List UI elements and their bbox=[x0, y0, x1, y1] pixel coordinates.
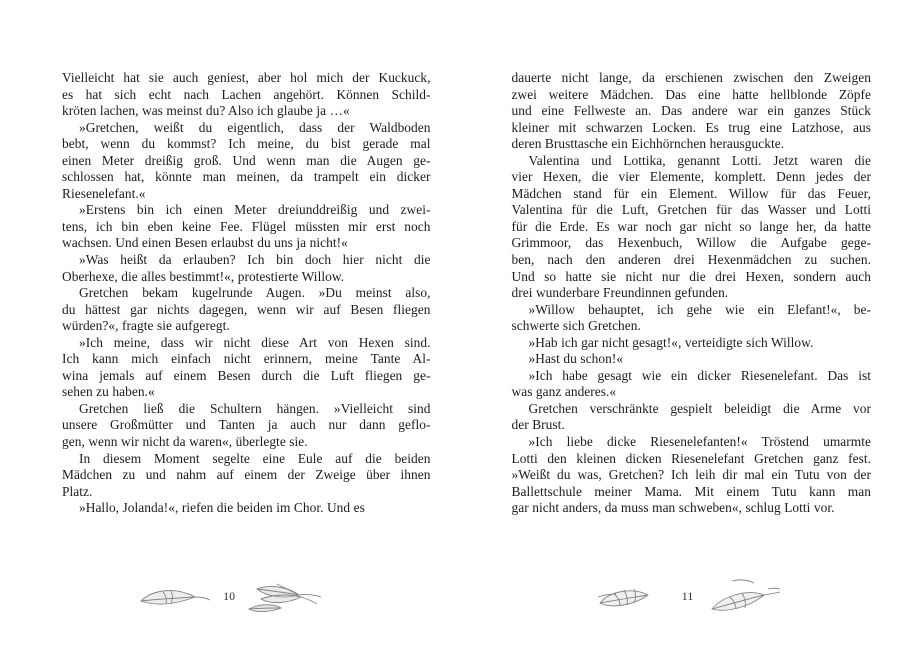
text-line: Mädchen stand für ein Element. Willow für das Feuer, bbox=[511, 185, 871, 201]
leaf-cluster-ornament-icon bbox=[247, 575, 325, 621]
page-number-right: 11 bbox=[681, 591, 694, 604]
text-line: sehen zu haben.« bbox=[62, 384, 155, 400]
paragraph bbox=[512, 153, 872, 302]
text-line: In diesem Moment segelte eine Eule auf die beiden bbox=[79, 450, 431, 466]
text-line: wina jemals auf einem Besen durch die Luft fliegen ge- bbox=[62, 367, 431, 383]
text-line: vier Hexen, die vier Elemente, komplett. Denn jedes der bbox=[511, 169, 871, 185]
leaf-ornament-icon bbox=[592, 575, 670, 621]
text-line: Mädchen zu und nahm auf einem der Zweige über ihnen bbox=[62, 467, 431, 483]
text-line: schwerte sich Gretchen. bbox=[511, 318, 641, 334]
page-number-left: 10 bbox=[223, 591, 236, 604]
text-line: und eine Fellweste an. Das andere war ein ganzes Stück bbox=[511, 103, 871, 119]
text-line: »Gretchen, weißt du eigentlich, dass der Waldboden bbox=[79, 119, 431, 135]
text-line: gen, wenn wir nicht da waren«, überlegte sie. bbox=[62, 434, 308, 450]
paragraph bbox=[62, 335, 431, 401]
paragraph bbox=[512, 368, 872, 401]
paragraph bbox=[512, 70, 872, 153]
text-line: Gretchen verschränkte gespielt beleidigt die Arme vor bbox=[528, 400, 871, 416]
text-block-left bbox=[62, 70, 431, 517]
text-line: »Ich meine, dass wir nicht diese Art von Hexen sind. bbox=[79, 334, 431, 350]
paragraph bbox=[62, 451, 431, 501]
text-line: Ballettschule meiner Mama. Mit einem Tutu kann man bbox=[511, 483, 871, 499]
text-line: Oberhexe, die alles bestimmt!«, protestierte Willow. bbox=[62, 268, 345, 284]
leaf-cluster-ornament-icon bbox=[706, 575, 784, 621]
text-line: Vielleicht hat sie auch geniest, aber hol mich der Kuckuck, bbox=[62, 70, 431, 85]
text-line: du hättest gar nichts dagegen, wenn wir auf Besen fliegen bbox=[62, 301, 431, 317]
text-line: Grimmoor, das Hexenbuch, Willow die Aufgabe gege- bbox=[511, 235, 871, 251]
text-line: ben, nach den anderen drei Hexenmädchen zu suchen. bbox=[511, 252, 871, 268]
paragraph bbox=[512, 351, 872, 368]
text-line: was ganz anderes.« bbox=[511, 384, 617, 400]
text-line: einen Meter dreißig groß. Und wenn man die Augen ge- bbox=[62, 152, 431, 168]
text-line: schlossen hat, könnte man meinen, da trampelt ein dicker bbox=[62, 169, 431, 185]
text-line: kleiner mit schwarzen Locken. Es trug eine Latzhose, aus bbox=[511, 119, 871, 135]
text-line: Valentina und Lottika, genannt Lotti. Jetzt waren die bbox=[528, 152, 871, 168]
text-line: Gretchen ließ die Schultern hängen. »Vielleicht sind bbox=[79, 400, 431, 416]
text-line: wachsen. Und einen Besen erlaubst du uns ja nicht!« bbox=[62, 235, 348, 251]
text-line: Und so hatte sie nicht nur die drei Hexen, sondern auch bbox=[511, 268, 871, 284]
paragraph bbox=[512, 434, 872, 517]
text-line: unsere Großmütter und Tanten ja auch nur dann geflo- bbox=[62, 417, 431, 433]
text-line: »Erstens bin ich einen Meter dreiunddreißig und zwei- bbox=[79, 202, 431, 218]
paragraph bbox=[512, 335, 872, 352]
text-line: »Ich liebe dicke Riesenelefanten!« Tröstend umarmte bbox=[528, 434, 871, 450]
leaf-ornament-icon bbox=[133, 575, 211, 621]
paragraph bbox=[62, 202, 431, 252]
text-line: es hat sich echt nach Lachen angehört. Können Schild- bbox=[62, 86, 431, 102]
paragraph bbox=[62, 70, 431, 120]
text-line: zwei weitere Mädchen. Das eine hatte hellblonde Zöpfe bbox=[511, 86, 871, 102]
text-line: Platz. bbox=[62, 483, 93, 499]
text-line: Valentina für die Luft, Gretchen für das Wasser und Lotti bbox=[511, 202, 871, 218]
text-line: für die Erde. Es war noch gar nicht so lange her, da hatte bbox=[511, 218, 871, 234]
text-line: »Willow behauptet, ich gehe wie ein Elefant!«, be- bbox=[528, 301, 871, 317]
text-line: »Ich habe gesagt wie ein dicker Riesenelefant. Das ist bbox=[528, 367, 871, 383]
text-line: »Weißt du was, Gretchen? Ich leih dir mal ein Tutu von der bbox=[511, 467, 871, 483]
paragraph bbox=[62, 252, 431, 285]
text-line: Gretchen bekam kugelrunde Augen. »Du meinst also, bbox=[79, 285, 431, 301]
text-line: kröten lachen, was meinst du? Also ich glaube ja …« bbox=[62, 103, 350, 119]
text-line: deren Brusttasche ein Eichhörnchen herausguckte. bbox=[511, 136, 785, 152]
text-line: Ich kann mich einfach nicht erinnern, meine Tante Al- bbox=[62, 351, 431, 367]
paragraph bbox=[62, 120, 431, 203]
paragraph bbox=[512, 401, 872, 434]
text-line: tens, ich bin eben keine Fee. Flügel müssten mir erst noch bbox=[62, 218, 431, 234]
paragraph bbox=[62, 401, 431, 451]
text-line: »Was heißt da erlauben? Ich bin doch hier nicht die bbox=[79, 252, 431, 268]
text-line: drei wunderbare Freundinnen gefunden. bbox=[511, 285, 729, 301]
text-line: Lotti den kleinen dicken Riesenelefant Gretchen ganz fest. bbox=[511, 450, 871, 466]
text-block-right bbox=[512, 70, 872, 517]
text-line: würden?«, fragte sie aufgeregt. bbox=[62, 318, 230, 334]
paragraph bbox=[62, 500, 431, 517]
paragraph bbox=[62, 285, 431, 335]
text-line: »Hast du schon!« bbox=[528, 351, 624, 367]
paragraph bbox=[512, 302, 872, 335]
text-line: »Hab ich gar nicht gesagt!«, verteidigte sich Willow. bbox=[528, 334, 814, 350]
text-line: Riesenelefant.« bbox=[62, 185, 146, 201]
text-line: »Hallo, Jolanda!«, riefen die beiden im Chor. Und es bbox=[79, 500, 365, 516]
text-line: gar nicht anders, da muss man schweben«, schlug Lotti vor. bbox=[511, 500, 835, 516]
page-right bbox=[459, 0, 917, 648]
folio-right bbox=[459, 570, 917, 626]
text-line: bebt, wenn du kommst? Ich meine, du bist gerade mal bbox=[62, 136, 431, 152]
text-line: der Brust. bbox=[511, 417, 565, 433]
text-line: dauerte nicht lange, da erschienen zwischen den Zweigen bbox=[511, 70, 871, 85]
folio-left bbox=[0, 570, 459, 626]
